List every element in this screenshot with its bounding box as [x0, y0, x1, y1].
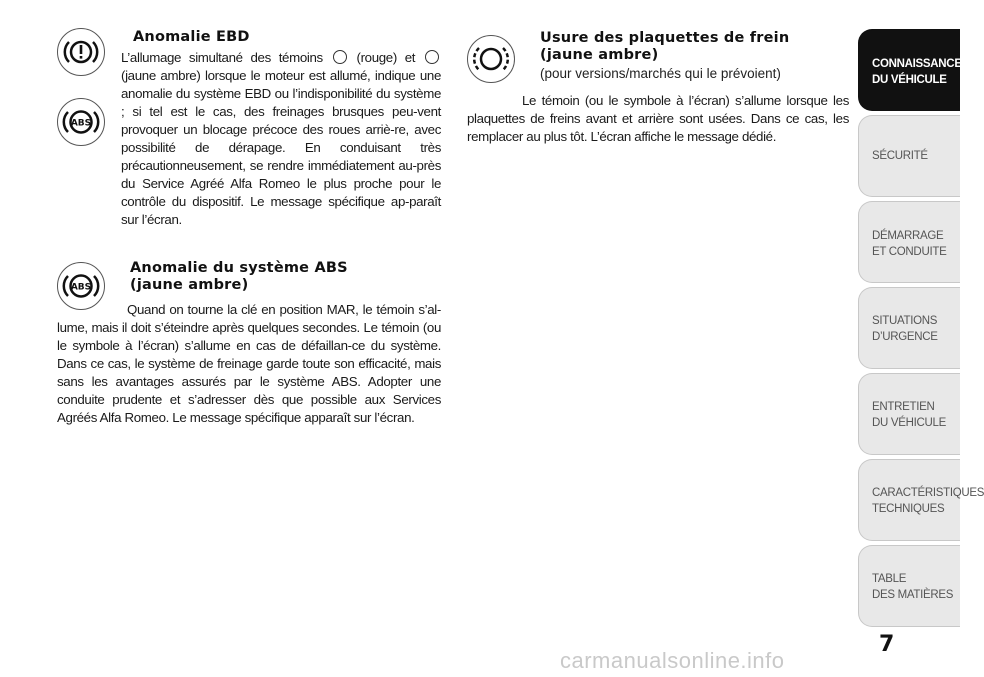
ebd-text-start: L’allumage simultané des témoins: [121, 50, 323, 65]
abs-text: Quand on tourne la clé en position MAR, le témoin s’al-lume, mais il doit s’éteindre après quelques secondes. Le témoin (ou le symbole à l’écran) s’allume en cas de défaillan-ce du système. Dans ce cas, le système de freinage garde toute son efficacité, mais sans les avantages assurés par le système ABS. Adopter une conduite prudente et s’adresser dès que possible aux Services Agréés Alfa Romeo. Le message spécifique apparaît sur l’écran.: [57, 302, 441, 425]
inline-abs-icon: [425, 50, 439, 64]
abs-title-line2: (jaune ambre): [130, 277, 249, 293]
svg-text:ABS: ABS: [70, 282, 92, 293]
tab-demarrage-et-conduite[interactable]: [858, 201, 960, 283]
watermark: carmanualsonline.info: [560, 648, 785, 673]
tab-label-line2: TECHNIQUES: [872, 503, 945, 515]
tab-label-line1: TABLE: [872, 573, 907, 585]
tab-connaissance-du-vehicule[interactable]: [858, 29, 960, 111]
tab-label-line1: SÉCURITÉ: [872, 150, 928, 162]
tab-label-line2: DU VÉHICULE: [872, 74, 947, 86]
brake-pad-wear-icon: [467, 35, 515, 83]
tab-label-line1: CARACTÉRISTIQUES: [872, 487, 984, 499]
ebd-text-rest: (jaune ambre) lorsque le moteur est allumé, indique une anomalie du système EBD ou l’indisponibilité du système ; si tel est le cas, des freinages brusques peu-vent provoquer un blocage précoce des roues arriè-re, avec possibilité de dérapage. En conduisant très précautionneusement, se rendre immédiatement au-près du Service Agréé Alfa Romeo le plus proche pour le contrôle du dispositif. Le message spécifique ap-paraît sur l’écran.: [121, 68, 441, 227]
tab-situations-d-urgence[interactable]: [858, 287, 960, 369]
inline-brake-warning-icon: [333, 50, 347, 64]
pads-subtitle: (pour versions/marchés qui le prévoient): [540, 66, 781, 81]
ebd-text-red: (rouge) et: [356, 50, 416, 65]
abs-paragraph: [57, 301, 441, 427]
tab-label-line1: ENTRETIEN: [872, 401, 935, 413]
pads-text: Le témoin (ou le symbole à l’écran) s’allume lorsque les plaquettes de freins avant et arrière sont usées. Dans ce cas, les remplacer au plus tôt. L’écran affiche le message dédié.: [467, 93, 849, 144]
pads-title-line2: (jaune ambre): [540, 47, 659, 63]
pads-paragraph: [467, 92, 849, 146]
page-number: 7: [879, 632, 895, 657]
brake-warning-icon: [57, 28, 105, 76]
tab-label-line2: D’URGENCE: [872, 331, 938, 343]
tab-caracteristiques-techniques[interactable]: [858, 459, 984, 541]
abs-icon: [57, 98, 105, 146]
tab-label-line2: DU VÉHICULE: [872, 417, 947, 429]
tab-label-line2: ET CONDUITE: [872, 246, 947, 258]
tab-label-line1: CONNAISSANCE: [872, 58, 962, 70]
svg-text:ABS: ABS: [70, 118, 92, 129]
pads-title-line1: Usure des plaquettes de frein: [540, 30, 790, 46]
tab-label-line2: DES MATIÈRES: [872, 589, 954, 601]
tab-securite[interactable]: [858, 115, 960, 197]
tab-table-des-matieres[interactable]: [858, 545, 960, 627]
ebd-title: Anomalie EBD: [133, 29, 250, 45]
ebd-paragraph: [121, 49, 441, 229]
tab-label-line1: SITUATIONS: [872, 315, 938, 327]
abs-title-line1: Anomalie du système ABS: [130, 260, 348, 276]
tab-entretien-du-vehicule[interactable]: [858, 373, 960, 455]
tab-label-line1: DÉMARRAGE: [872, 230, 944, 242]
